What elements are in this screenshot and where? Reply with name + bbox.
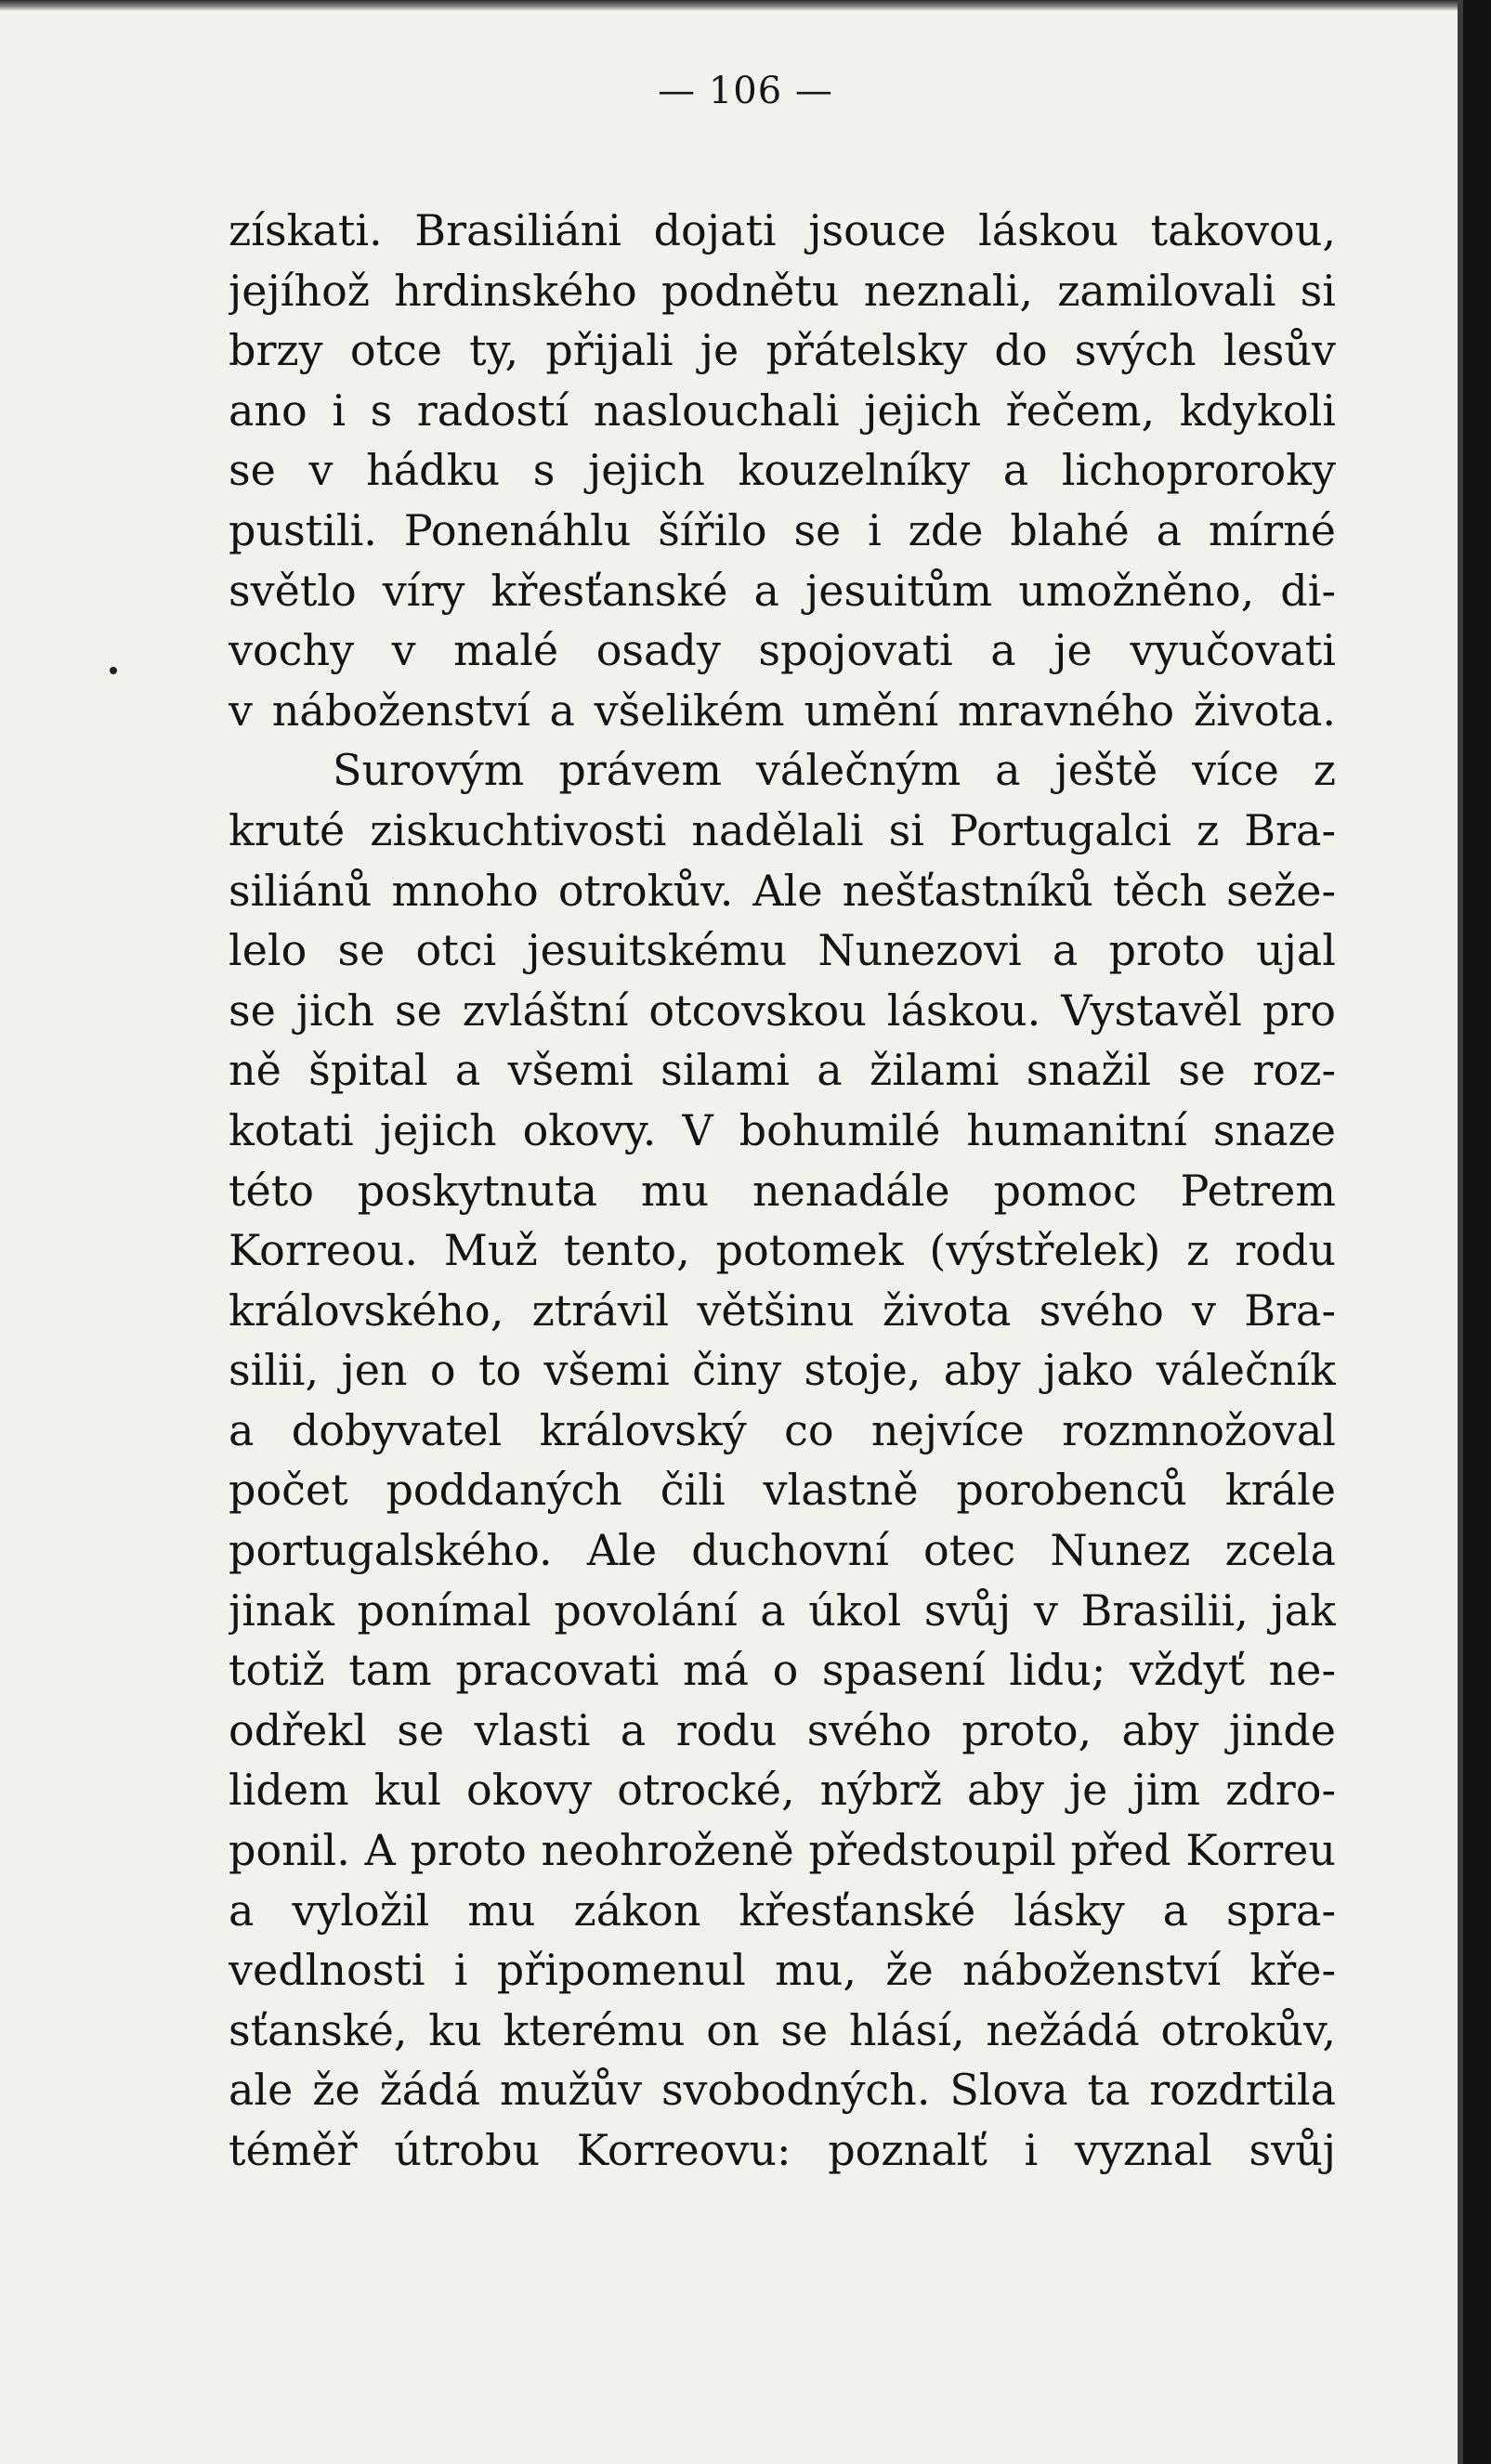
text-line: siliánů mnoho otrokův. Ale nešťastníků těch sežе- — [229, 865, 1336, 916]
text-line: Korreou. Muž tento, potomek (výstřelek) z rodu — [229, 1225, 1336, 1276]
text-line: získati. Brasiliáni dojati jsouce láskou takovou, — [229, 205, 1336, 255]
text-line: ale že žádá mužův svobodných. Slova ta rozdrtila — [229, 2065, 1336, 2116]
text-line: vochy v malé osady spojovati a je vyučovati — [229, 625, 1336, 676]
body-text — [229, 201, 1336, 2181]
page-right-edge — [1463, 0, 1491, 2464]
text-line: totiž tam pracovati má o spasení lidu; vždyť ne- — [229, 1645, 1336, 1696]
text-line: ponil. A proto neohroženě předstoupil před Korreu — [229, 1825, 1336, 1876]
text-line: kruté ziskuchtivosti nadělali si Portugalci z Bra- — [229, 804, 1336, 855]
text-line: a dobyvatel královský co nejvíce rozmnožoval — [229, 1404, 1336, 1455]
ink-speck — [110, 667, 117, 674]
text-line: odřekl se vlasti a rodu svého proto, aby jinde — [229, 1704, 1336, 1755]
text-line: ně špital a všemi silami a žilami snažil se roz- — [229, 1045, 1336, 1096]
text-line: se v hádku s jejich kouzelníky a lichoproroky — [229, 445, 1336, 496]
text-line: silii, jen o to všemi činy stoje, aby jako válečník — [229, 1345, 1336, 1396]
text-line: lidem kul okovy otrocké, nýbrž aby je jim zdro- — [229, 1765, 1336, 1816]
text-line: a vyložil mu zákon křesťanské lásky a spra- — [229, 1884, 1336, 1936]
page-top-edge — [0, 0, 1491, 11]
text-line: jejíhož hrdinského podnětu neznali, zamilovali si — [229, 265, 1336, 316]
text-line: této poskytnuta mu nenadále pomoc Petrem — [229, 1165, 1336, 1216]
text-line: počet poddaných čili vlastně porobenců krále — [229, 1465, 1336, 1516]
text-line: sťanské, ku kterému on se hlásí, nežádá otrokův, — [229, 2004, 1336, 2055]
text-line: lelo se otci jesuitskému Nunezovi a proto ujal — [229, 925, 1336, 976]
text-line: jinak ponímal povolání a úkol svůj v Brasilii, jak — [229, 1584, 1336, 1636]
text-line: brzy otce ty, přijali je přátelsky do svých lesův — [229, 325, 1336, 376]
page-number: — 106 — — [658, 70, 833, 112]
text-line: ano i s radostí naslouchali jejich řečem, kdykoli — [229, 385, 1336, 436]
text-line: kotati jejich okovy. V bohumilé humanitní snaze — [229, 1104, 1336, 1155]
text-line: světlo víry křesťanské a jesuitům umožněno, di- — [229, 565, 1336, 616]
text-line: se jich se zvláštní otcovskou láskou. Vystavěl pro — [229, 984, 1336, 1036]
paragraph-start-line: Surovým právem válečným a ještě více z — [333, 745, 1336, 796]
text-line: téměř útrobu Korreovu: poznalť i vyznal svůj — [229, 2125, 1336, 2175]
text-line: pustili. Ponenáhlu šířilo se i zde blahé a mírné — [229, 504, 1336, 555]
text-line: královského, ztrávil většinu života svého v Bra- — [229, 1284, 1336, 1336]
text-line: v náboženství a všelikém umění mravného života. — [229, 684, 1336, 736]
text-line: vedlnosti i připomenul mu, že náboženství kře- — [229, 1945, 1336, 1996]
text-line: portugalského. Ale duchovní otec Nunez zcela — [229, 1525, 1336, 1576]
